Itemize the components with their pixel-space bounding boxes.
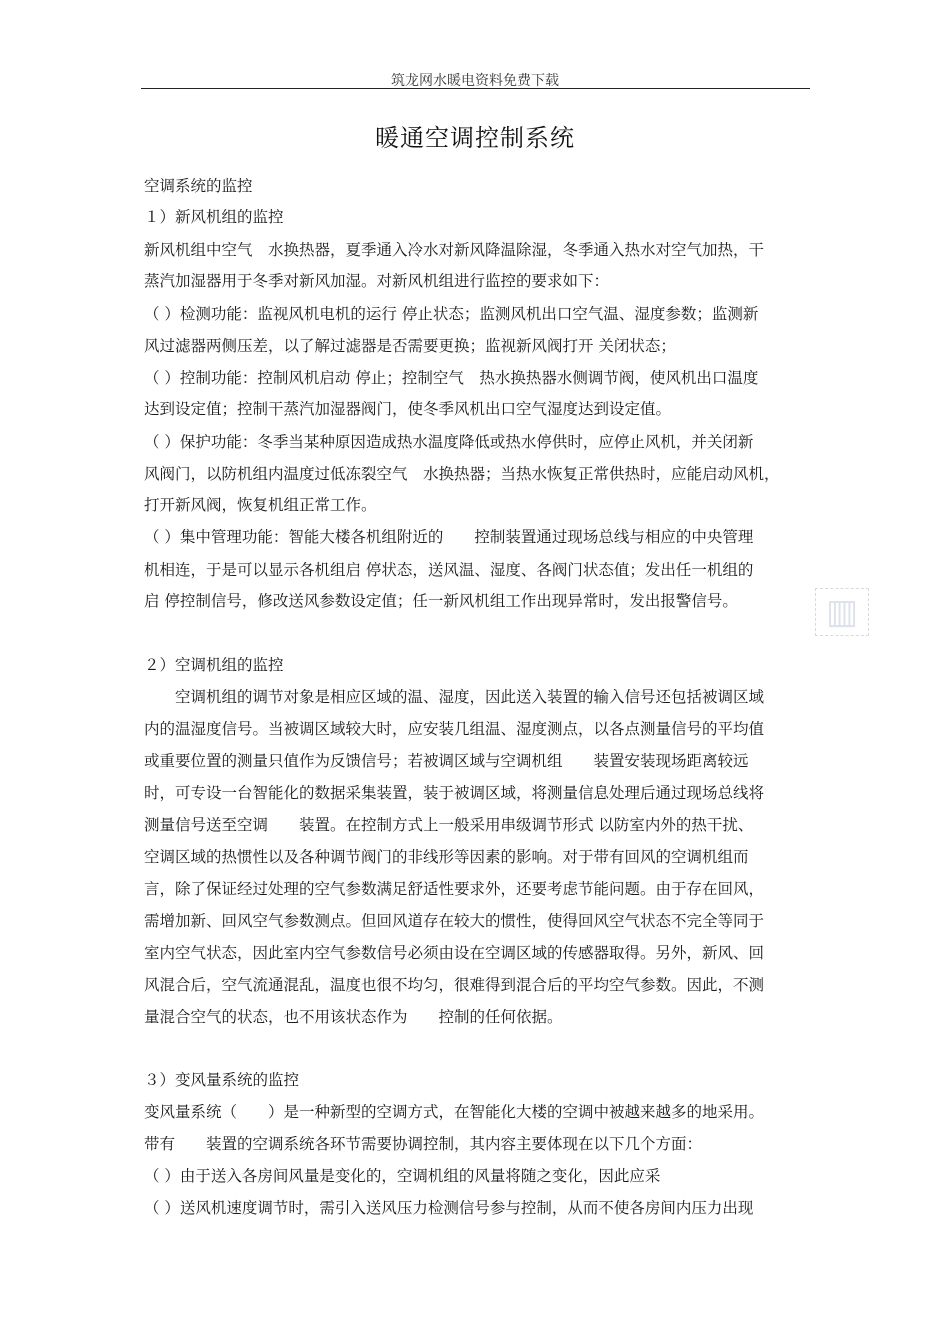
text-line: 室内空气状态，因此室内空气参数信号必须由设在空调区域的传感器取得。另外，新风、回 [144, 944, 765, 962]
text-line: 带有 装置的空调系统各环节需要协调控制，其内容主要体现在以下几个方面： [144, 1135, 703, 1153]
text-line: 空调区域的热惯性以及各种调节阀门的非线形等因素的影响。对于带有回风的空调机组而 [144, 848, 749, 866]
text-line: 启 停控制信号，修改送风参数设定值；任一新风机组工作出现异常时，发出报警信号。 [144, 592, 738, 610]
text-line: 言，除了保证经过处理的空气参数满足舒适性要求外，还要考虑节能问题。由于存在回风， [144, 880, 765, 898]
text-line: 测量信号送至空调 装置。在控制方式上一般采用串级调节形式 以防室内外的热干扰、 [144, 816, 754, 834]
text-line: 新风机组中空气 水换热器，夏季通入冷水对新风降温除湿，冬季通入热水对空气加热，干 [144, 241, 765, 259]
text-line: 风过滤器两侧压差，以了解过滤器是否需要更换；监视新风阀打开 关闭状态； [144, 337, 676, 355]
watermark-logo-icon: ▥ [815, 588, 869, 636]
text-line: 达到设定值；控制干蒸汽加湿器阀门，使冬季风机出口空气湿度达到设定值。 [144, 400, 672, 418]
text-line: 变风量系统（ ）是一种新型的空调方式，在智能化大楼的空调中被越来越多的地采用。 [144, 1103, 765, 1121]
text-line: 时，可专设一台智能化的数据采集装置，装于被调区域，将测量信息处理后通过现场总线将 [144, 784, 765, 802]
text-line: １）新风机组的监控 [144, 208, 284, 226]
text-line: 风阀门，以防机组内温度过低冻裂空气 水换热器；当热水恢复正常供热时，应能启动风机， [144, 465, 780, 483]
text-line: ３）变风量系统的监控 [144, 1071, 300, 1089]
document-title: 暖通空调控制系统 [375, 124, 575, 152]
text-line: 蒸汽加湿器用于冬季对新风加湿。对新风机组进行监控的要求如下： [144, 272, 610, 290]
text-line: 空调机组的调节对象是相应区域的温、湿度，因此送入装置的输入信号还包括被调区域 [175, 688, 765, 706]
text-line: （ ）控制功能：控制风机启动 停止；控制空气 热水换热器水侧调节阀，使风机出口温度 [144, 369, 759, 387]
text-line: 量混合空气的状态，也不用该状态作为 控制的任何依据。 [144, 1008, 563, 1026]
text-line: 打开新风阀，恢复机组正常工作。 [144, 496, 377, 514]
text-line: 或重要位置的测量只值作为反馈信号；若被调区域与空调机组 装置安装现场距离较远 [144, 752, 749, 770]
text-line: ２）空调机组的监控 [144, 656, 284, 674]
page-header: 筑龙网水暖电资料免费下载 [391, 73, 559, 89]
text-line: 空调系统的监控 [144, 177, 253, 195]
text-line: （ ）送风机速度调节时，需引入送风压力检测信号参与控制，从而不使各房间内压力出现 [144, 1199, 754, 1217]
text-line: （ ）集中管理功能：智能大楼各机组附近的 控制装置通过现场总线与相应的中央管理 [144, 528, 754, 546]
text-line: （ ）由于送入各房间风量是变化的，空调机组的风量将随之变化，因此应采 [144, 1167, 661, 1185]
text-line: 机相连，于是可以显示各机组启 停状态，送风温、湿度、各阀门状态值；发出任一机组的 [144, 561, 754, 579]
text-line: 风混合后，空气流通混乱，温度也很不均匀，很难得到混合后的平均空气参数。因此，不测 [144, 976, 765, 994]
header-divider [141, 88, 810, 89]
text-line: （ ）检测功能：监视风机电机的运行 停止状态；监测风机出口空气温、湿度参数；监测新 [144, 305, 759, 323]
text-line: 需增加新、回风空气参数测点。但回风道存在较大的惯性，使得回风空气状态不完全等同于 [144, 912, 765, 930]
text-line: 内的温湿度信号。当被调区域较大时，应安装几组温、湿度测点，以各点测量信号的平均值 [144, 720, 765, 738]
text-line: （ ）保护功能：冬季当某种原因造成热水温度降低或热水停供时，应停止风机，并关闭新 [144, 433, 754, 451]
